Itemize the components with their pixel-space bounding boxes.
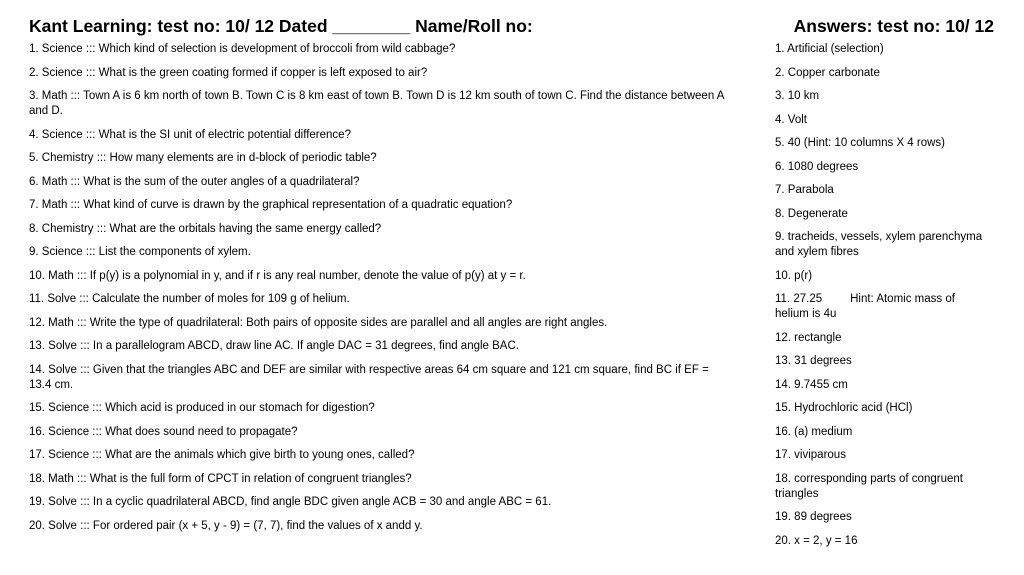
answer-item: 12. rectangle: [775, 331, 842, 344]
answer-item: 3. 10 km: [775, 90, 820, 102]
answer-item: 14. 9.7455 cm: [775, 378, 848, 391]
question-item: 6. Math ::: What is the sum of the outer angles of a quadrilateral?: [29, 175, 360, 188]
answer-item: 18. corresponding parts of congruent triangles: [775, 472, 963, 500]
question-item: 1. Science ::: Which kind of selection is development of broccoli from wild cabbage?: [29, 43, 456, 55]
question-item: 12. Math ::: Write the type of quadrilateral: Both pairs of opposite sides are parallel and all angles are right angles.: [29, 316, 608, 329]
question-item: 8. Chemistry ::: What are the orbitals having the same energy called?: [29, 222, 382, 235]
answer-item: 1. Artificial (selection): [775, 43, 884, 55]
question-item: 2. Science ::: What is the green coating formed if copper is left exposed to air?: [29, 66, 428, 79]
question-item: 17. Science ::: What are the animals which give birth to young ones, called?: [29, 449, 415, 461]
question-item: 3. Math ::: Town A is 6 km north of town B. Town C is 8 km east of town B. Town D is 12 km south of town C. Find the distance between A and D.: [29, 90, 724, 117]
answer-item: 5. 40 (Hint: 10 columns X 4 rows): [775, 137, 946, 149]
answer-item: 7. Parabola: [775, 184, 834, 196]
answer-item: 19. 89 degrees: [775, 511, 852, 523]
question-item: 15. Science ::: Which acid is produced in our stomach for digestion?: [29, 402, 375, 414]
answer-item: 17. viviparous: [775, 449, 846, 461]
answer-11-value: 11. 27.25: [775, 293, 823, 305]
question-item: 14. Solve ::: Given that the triangles ABC and DEF are similar with respective areas 64 cm square and 121 cm square, find BC if EF = 13.4 cm.: [29, 363, 709, 391]
test-title: Kant Learning: test no: 10/ 12 Dated ________ Name/Roll no:: [29, 16, 533, 36]
answer-11-hint: Hint: Atomic mass of helium is 4u: [775, 293, 955, 320]
question-item: 11. Solve ::: Calculate the number of moles for 109 g of helium.: [29, 293, 350, 305]
answer-item: 2. Copper carbonate: [775, 66, 880, 79]
question-item: 18. Math ::: What is the full form of CPCT in relation of congruent triangles?: [29, 472, 412, 485]
question-item: 10. Math ::: If p(y) is a polynomial in y, and if r is any real number, denote the value of p(y) at y = r.: [29, 269, 526, 282]
question-item: 13. Solve ::: In a parallelogram ABCD, draw line AC. If angle DAC = 31 degrees, find angle BAC.: [29, 340, 519, 352]
question-item: 5. Chemistry ::: How many elements are in d-block of periodic table?: [29, 152, 377, 164]
answer-item: 10. p(r): [775, 269, 813, 282]
answer-item: 4. Volt: [775, 113, 807, 126]
question-item: 7. Math ::: What kind of curve is drawn by the graphical representation of a quadratic equation?: [29, 199, 513, 211]
answer-item: 20. x = 2, y = 16: [775, 534, 858, 547]
question-item: 9. Science ::: List the components of xylem.: [29, 246, 251, 258]
answer-item: 13. 31 degrees: [775, 355, 852, 367]
answer-item: 16. (a) medium: [775, 425, 853, 438]
answer-item: [775, 292, 985, 322]
questions-list: [29, 42, 734, 542]
answer-item: 9. tracheids, vessels, xylem parenchyma and xylem fibres: [775, 231, 983, 258]
answer-item: 15. Hydrochloric acid (HCl): [775, 402, 913, 414]
answers-list: [775, 42, 985, 557]
question-item: 20. Solve ::: For ordered pair (x + 5, y - 9) = (7, 7), find the values of x andd y.: [29, 519, 423, 532]
question-item: 19. Solve ::: In a cyclic quadrilateral ABCD, find angle BDC given angle ACB = 30 and angle ABC = 61.: [29, 496, 552, 508]
answer-item: 6. 1080 degrees: [775, 160, 859, 173]
question-item: 16. Science ::: What does sound need to propagate?: [29, 425, 298, 438]
question-item: 4. Science ::: What is the SI unit of electric potential difference?: [29, 128, 351, 141]
answers-title: Answers: test no: 10/ 12: [793, 16, 994, 36]
answer-item: 8. Degenerate: [775, 207, 848, 220]
